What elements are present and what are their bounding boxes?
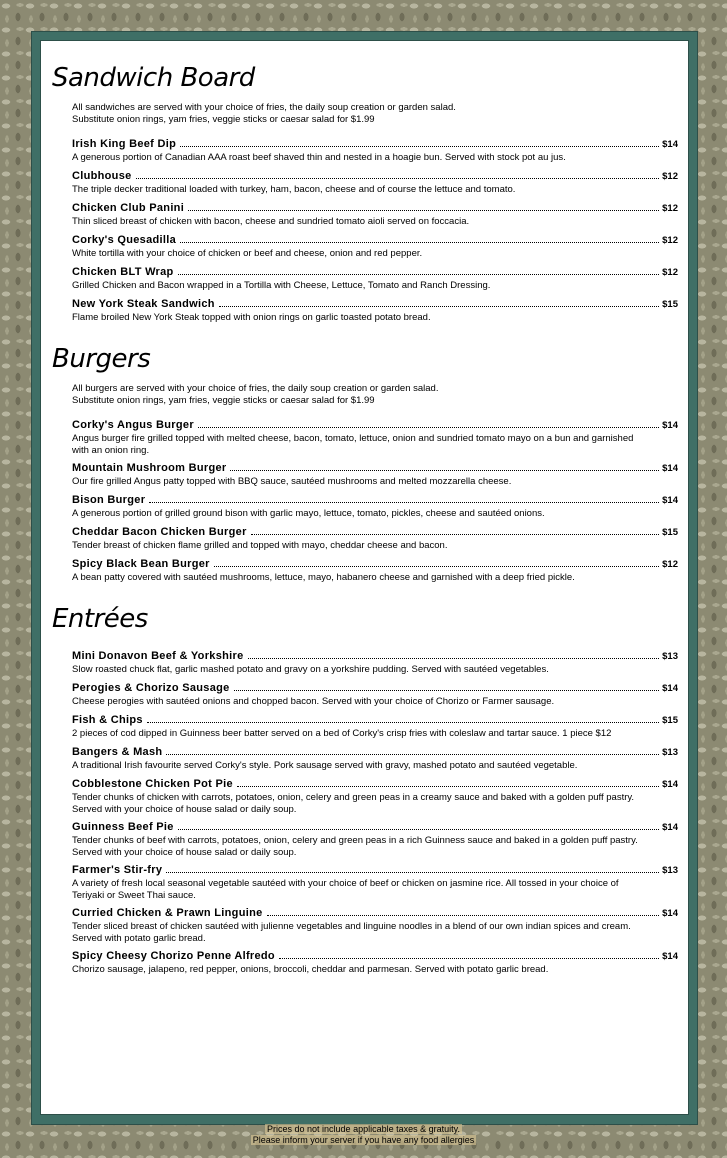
menu-item-name: Cheddar Bacon Chicken Burger xyxy=(72,526,247,538)
menu-item-price: $14 xyxy=(662,463,678,474)
menu-item-curried-chicken-prawn-linguine xyxy=(72,906,678,945)
menu-item-description: A generous portion of grilled ground bison with garlic mayo, lettuce, tomato, pickles, cheese and sautéed onions. xyxy=(72,508,545,519)
menu-item-mountain-mushroom-burger xyxy=(72,461,678,488)
menu-item-header xyxy=(72,233,678,248)
menu-item-name: Corky's Angus Burger xyxy=(72,419,194,431)
menu-item-name: Chicken Club Panini xyxy=(72,202,185,214)
menu-item-name: Spicy Black Bean Burger xyxy=(72,558,210,570)
menu-item-price: $15 xyxy=(662,715,678,726)
footer-note xyxy=(0,1124,727,1146)
menu-item-header xyxy=(72,863,678,878)
menu-item-description: Tender chunks of chicken with carrots, potatoes, onion, celery and green peas in a creamy sauce and baked with a golden puff pastry. Served with your choice of house salad or daily soup. xyxy=(72,792,635,815)
menu-item-guinness-beef-pie xyxy=(72,820,678,859)
section-title-sandwich-board: Sandwich Board xyxy=(52,63,255,93)
menu-item-irish-king-beef-dip xyxy=(72,137,678,164)
footer-line-1: Prices do not include applicable taxes & gratuity. xyxy=(267,1124,460,1134)
menu-item-header xyxy=(72,949,678,964)
menu-item-description: Thin sliced breast of chicken with bacon, cheese and sundried tomato aioli served on foccacia. xyxy=(72,216,470,227)
menu-item-header xyxy=(72,169,678,184)
dot-leader xyxy=(149,502,659,503)
menu-item-description: Tender breast of chicken flame grilled and topped with mayo, cheddar cheese and bacon. xyxy=(72,540,448,551)
section-title-entr-es: Entrées xyxy=(52,604,148,634)
menu-item-price: $13 xyxy=(662,747,678,758)
menu-item-price: $14 xyxy=(662,908,678,919)
menu-item-description: Tender chunks of beef with carrots, potatoes, onion, celery and green peas in a rich Guinness sauce and baked in a golden puff pastry. Served with your choice of house salad or daily soup. xyxy=(72,835,638,858)
menu-item-price: $12 xyxy=(662,559,678,570)
menu-item-header xyxy=(72,418,678,433)
menu-item-price: $14 xyxy=(662,951,678,962)
menu-item-price: $15 xyxy=(662,527,678,538)
menu-item-perogies-chorizo-sausage xyxy=(72,681,678,708)
menu-item-name: Irish King Beef Dip xyxy=(72,138,177,150)
dot-leader xyxy=(178,829,659,830)
menu-item-name: Perogies & Chorizo Sausage xyxy=(72,682,230,694)
menu-item-header xyxy=(72,713,678,728)
menu-item-corky-s-angus-burger xyxy=(72,418,678,457)
menu-content xyxy=(41,41,688,1114)
menu-item-farmer-s-stir-fry xyxy=(72,863,678,902)
menu-item-price: $13 xyxy=(662,865,678,876)
menu-item-cobblestone-chicken-pot-pie xyxy=(72,777,678,816)
dot-leader xyxy=(279,958,659,959)
menu-item-name: Bangers & Mash xyxy=(72,746,163,758)
menu-item-fish-chips xyxy=(72,713,678,740)
menu-item-chicken-club-panini xyxy=(72,201,678,228)
dot-leader xyxy=(166,754,659,755)
dot-leader xyxy=(234,690,660,691)
dot-leader xyxy=(267,915,660,916)
menu-item-description: 2 pieces of cod dipped in Guinness beer batter served on a bed of Corky's crisp fries with coleslaw and tartar sauce. 1 piece $12 xyxy=(72,728,612,739)
menu-item-header xyxy=(72,201,678,216)
menu-item-price: $12 xyxy=(662,235,678,246)
menu-item-price: $14 xyxy=(662,495,678,506)
dot-leader xyxy=(166,872,659,873)
menu-item-header xyxy=(72,525,678,540)
menu-item-clubhouse xyxy=(72,169,678,196)
menu-item-chicken-blt-wrap xyxy=(72,265,678,292)
section-note-line: Substitute onion rings, yam fries, veggie sticks or caesar salad for $1.99 xyxy=(72,395,375,406)
section-note-line: All burgers are served with your choice of fries, the daily soup creation or garden salad. xyxy=(72,383,439,394)
menu-item-name: Clubhouse xyxy=(72,170,132,182)
menu-item-spicy-black-bean-burger xyxy=(72,557,678,584)
menu-item-description: Chorizo sausage, jalapeno, red pepper, onions, broccoli, cheddar and parmesan. Served with potato garlic bread. xyxy=(72,964,549,975)
menu-item-description: A generous portion of Canadian AAA roast beef shaved thin and nested in a hoagie bun. Served with stock pot au jus. xyxy=(72,152,566,163)
menu-item-price: $14 xyxy=(662,139,678,150)
menu-item-price: $14 xyxy=(662,779,678,790)
section-note-line: All sandwiches are served with your choice of fries, the daily soup creation or garden salad. xyxy=(72,102,456,113)
dot-leader xyxy=(214,566,659,567)
menu-item-name: Bison Burger xyxy=(72,494,146,506)
menu-item-name: Cobblestone Chicken Pot Pie xyxy=(72,778,233,790)
menu-item-header xyxy=(72,777,678,792)
menu-item-header xyxy=(72,649,678,664)
menu-item-price: $12 xyxy=(662,267,678,278)
menu-item-header xyxy=(72,137,678,152)
menu-item-name: Spicy Cheesy Chorizo Penne Alfredo xyxy=(72,950,275,962)
menu-item-header xyxy=(72,820,678,835)
menu-item-spicy-cheesy-chorizo-penne-alfredo xyxy=(72,949,678,976)
menu-item-name: Fish & Chips xyxy=(72,714,143,726)
menu-item-bangers-mash xyxy=(72,745,678,772)
menu-item-price: $12 xyxy=(662,171,678,182)
section-title-burgers: Burgers xyxy=(52,344,151,374)
menu-item-description: A traditional Irish favourite served Corky's style. Pork sausage served with gravy, mashed potato and sautéed vegetable. xyxy=(72,760,578,771)
menu-item-corky-s-quesadilla xyxy=(72,233,678,260)
menu-item-description: Cheese perogies with sautéed onions and chopped bacon. Served with your choice of Chorizo or Farmer sausage. xyxy=(72,696,555,707)
menu-item-description: The triple decker traditional loaded with turkey, ham, bacon, cheese and of course the lettuce and tomato. xyxy=(72,184,516,195)
dot-leader xyxy=(180,146,659,147)
menu-item-bison-burger xyxy=(72,493,678,520)
section-note-line: Substitute onion rings, yam fries, veggie sticks or caesar salad for $1.99 xyxy=(72,114,375,125)
menu-item-header xyxy=(72,906,678,921)
menu-item-price: $14 xyxy=(662,420,678,431)
menu-item-price: $13 xyxy=(662,651,678,662)
menu-item-description: Slow roasted chuck flat, garlic mashed potato and gravy on a yorkshire pudding. Served with sautéed vegetables. xyxy=(72,664,549,675)
menu-item-name: New York Steak Sandwich xyxy=(72,298,215,310)
dot-leader xyxy=(198,427,659,428)
menu-item-price: $12 xyxy=(662,203,678,214)
footer-line-2: Please inform your server if you have any food allergies xyxy=(252,1135,475,1145)
menu-item-name: Mini Donavon Beef & Yorkshire xyxy=(72,650,244,662)
dot-leader xyxy=(237,786,659,787)
menu-item-name: Corky's Quesadilla xyxy=(72,234,177,246)
menu-item-header xyxy=(72,297,678,312)
section-note xyxy=(72,383,672,407)
menu-item-description: A bean patty covered with sautéed mushrooms, lettuce, mayo, habanero cheese and garnished with a deep fried pickle. xyxy=(72,572,575,583)
menu-item-name: Chicken BLT Wrap xyxy=(72,266,174,278)
menu-item-description: White tortilla with your choice of chicken or beef and cheese, onion and red pepper. xyxy=(72,248,423,259)
menu-item-name: Mountain Mushroom Burger xyxy=(72,462,227,474)
menu-item-description: Grilled Chicken and Bacon wrapped in a Tortilla with Cheese, Lettuce, Tomato and Ranch Dressing. xyxy=(72,280,491,291)
dot-leader xyxy=(136,178,660,179)
menu-item-name: Guinness Beef Pie xyxy=(72,821,174,833)
menu-item-header xyxy=(72,265,678,280)
menu-item-description: Tender sliced breast of chicken sautéed with julienne vegetables and linguine noodles in a blend of our own indian spices and cream. Served with potato garlic bread. xyxy=(72,921,631,944)
menu-item-header xyxy=(72,461,678,476)
menu-item-header xyxy=(72,745,678,760)
dot-leader xyxy=(147,722,659,723)
menu-page xyxy=(40,40,689,1115)
menu-item-header xyxy=(72,557,678,572)
dot-leader xyxy=(248,658,660,659)
dot-leader xyxy=(188,210,659,211)
dot-leader xyxy=(230,470,659,471)
menu-item-mini-donavon-beef-yorkshire xyxy=(72,649,678,676)
menu-item-price: $15 xyxy=(662,299,678,310)
menu-item-header xyxy=(72,493,678,508)
dot-leader xyxy=(180,242,659,243)
menu-item-price: $14 xyxy=(662,683,678,694)
section-note xyxy=(72,102,672,126)
menu-item-name: Farmer's Stir-fry xyxy=(72,864,163,876)
menu-item-header xyxy=(72,681,678,696)
menu-item-description: Angus burger fire grilled topped with melted cheese, bacon, tomato, lettuce, onion and sundried tomato mayo on a bun and garnished with an onion ring. xyxy=(72,433,634,456)
menu-item-description: A variety of fresh local seasonal vegetable sautéed with your choice of beef or chicken on jasmine rice. All tossed in your choice of Teriyaki or Sweet Thai sauce. xyxy=(72,878,619,901)
menu-item-description: Flame broiled New York Steak topped with onion rings on garlic toasted potato bread. xyxy=(72,312,431,323)
menu-item-price: $14 xyxy=(662,822,678,833)
dot-leader xyxy=(251,534,659,535)
menu-item-name: Curried Chicken & Prawn Linguine xyxy=(72,907,263,919)
menu-item-new-york-steak-sandwich xyxy=(72,297,678,324)
menu-item-cheddar-bacon-chicken-burger xyxy=(72,525,678,552)
dot-leader xyxy=(178,274,660,275)
menu-item-description: Our fire grilled Angus patty topped with BBQ sauce, sautéed mushrooms and melted mozzarella cheese. xyxy=(72,476,512,487)
dot-leader xyxy=(219,306,659,307)
